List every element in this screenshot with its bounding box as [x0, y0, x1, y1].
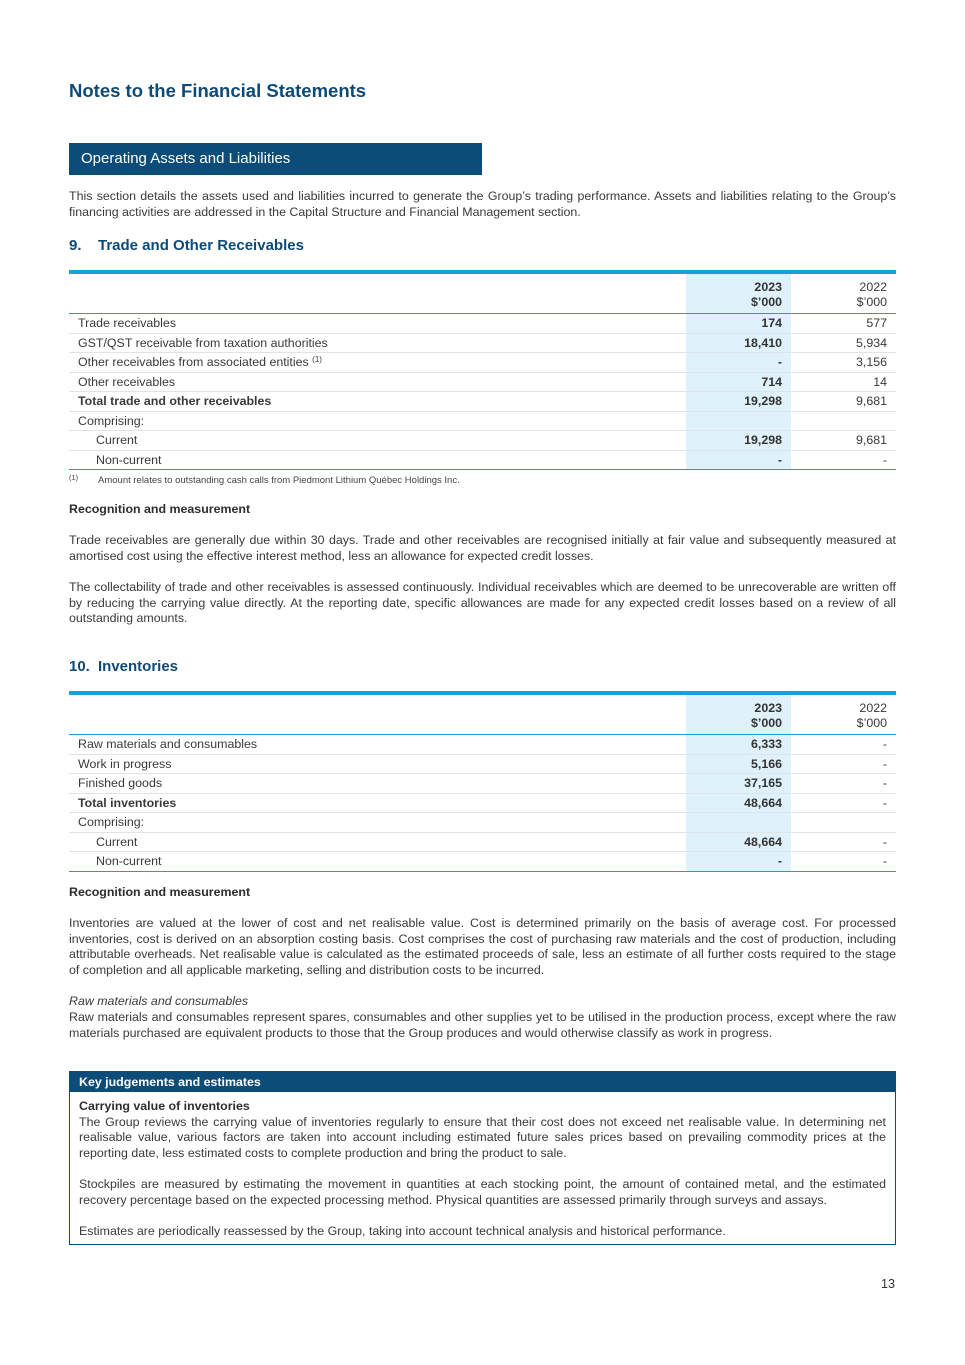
table-header-row: [69, 272, 896, 314]
col-2022-header: 2022 $’000: [856, 701, 887, 730]
note-9-number: 9.: [69, 237, 82, 254]
intro-paragraph: This section details the assets used and liabilities incurred to generate the Group’s trading performance. Assets and liabilities relating to the Group’s financing activities are addressed in the Capital Structure and Financial Management section.: [69, 189, 896, 219]
note-9-paragraph-2: The collectability of trade and other receivables is assessed continuously. Individual receivables which are deemed to be unrecoverable are written off by reducing the carrying value directly. At the reporting date, specific allowances are made for any expected credit losses based on a review of all outstanding amounts.: [69, 580, 896, 626]
raw-materials-heading: Raw materials and consumables: [69, 994, 249, 1008]
table-row: Trade receivables 174 577: [69, 314, 896, 334]
key-judgements-paragraph-2: Stockpiles are measured by estimating the movement in quantities at each stocking point, the amount of contained metal, and the estimated recovery percentage based on the expected processing method. Physical quantities are assessed primarily through surveys and assays.: [79, 1176, 886, 1207]
note-10-heading: [69, 658, 178, 675]
key-judgements-paragraph-3: Estimates are periodically reassessed by the Group, taking into account technical analysis and historical performance.: [79, 1223, 726, 1238]
note-9-title: Trade and Other Receivables: [98, 237, 304, 254]
note-9-paragraph-1: Trade receivables are generally due within 30 days. Trade and other receivables are recognised initially at fair value and subsequently measured at amortised cost using the effective interest method, less an allowance for expected credit losses.: [69, 533, 896, 563]
table-row: Other receivables 714 14: [69, 372, 896, 392]
table-row: GST/QST receivable from taxation authorities 18,410 5,934: [69, 333, 896, 353]
footnote: [69, 473, 460, 486]
page-number: 13: [881, 1277, 895, 1291]
col-2022-header: 2022 $’000: [856, 280, 887, 309]
table-row: Non-current - -: [69, 852, 896, 872]
inventories-table: [69, 691, 896, 872]
table-row: Work in progress 5,166 -: [69, 754, 896, 774]
table-row: Raw materials and consumables 6,333 -: [69, 735, 896, 755]
page-title: Notes to the Financial Statements: [69, 80, 367, 101]
table-row: Comprising:: [69, 813, 896, 833]
footnote-text: Amount relates to outstanding cash calls from Piedmont Lithium Québec Holdings Inc.: [98, 475, 460, 486]
raw-materials-paragraph: Raw materials and consumables represent spares, consumables and other supplies yet to be utilised in the production process, except where the raw materials purchased are equivalent products to those that the Group produces and would otherwise classify as work in progress.: [69, 1010, 896, 1040]
table-row: Comprising:: [69, 411, 896, 431]
recognition-heading-9: Recognition and measurement: [69, 502, 251, 516]
table-row: Finished goods 37,165 -: [69, 774, 896, 794]
footnote-reference: (1): [312, 355, 322, 365]
key-judgements-title: Key judgements and estimates: [70, 1072, 895, 1092]
table-row: Current 19,298 9,681: [69, 431, 896, 451]
key-judgements-paragraph-1: The Group reviews the carrying value of inventories regularly to ensure that their cost does not exceed net realisable value. In determining net realisable value, various factors are taken into account including estimated future sales prices based on prevailing commodity prices at the reporting date, less estimated costs to complete production and bring the product to sale.: [79, 1114, 886, 1160]
table-row: Non-current - -: [69, 450, 896, 470]
col-2023-header: 2023 $’000: [686, 693, 791, 735]
note-9-heading: [69, 237, 304, 254]
note-10-paragraph-1: Inventories are valued at the lower of cost and net realisable value. Cost is determined primarily on the basis of average cost. For processed inventories, cost is derived on an absorption costing basis. Cost comprises the cost of purchasing raw materials and the cost of production, including attributable overheads. Net realisable value is calculated as the estimated proceeds of sale, less an estimate of all further costs required to the stage of completion and all applicable marketing, selling and distribution costs to be incurred.: [69, 916, 896, 977]
total-row: Total trade and other receivables 19,298 9,681: [69, 392, 896, 412]
section-banner: Operating Assets and Liabilities: [69, 143, 482, 175]
key-judgements-box: [69, 1071, 896, 1245]
recognition-heading-10: Recognition and measurement: [69, 885, 251, 899]
table-header-row: [69, 693, 896, 735]
table-row: Other receivables from associated entities $^{(1)}$ - 3,156: [69, 353, 896, 373]
key-judgements-subtitle: Carrying value of inventories: [79, 1099, 250, 1113]
table-row: Current 48,664 -: [69, 832, 896, 852]
col-2023-header: 2023 $’000: [686, 272, 791, 314]
footnote-mark: (1): [69, 473, 79, 482]
note-10-number: 10.: [69, 658, 90, 675]
receivables-table: [69, 270, 896, 470]
note-10-title: Inventories: [98, 658, 179, 675]
total-row: Total inventories 48,664 -: [69, 793, 896, 813]
